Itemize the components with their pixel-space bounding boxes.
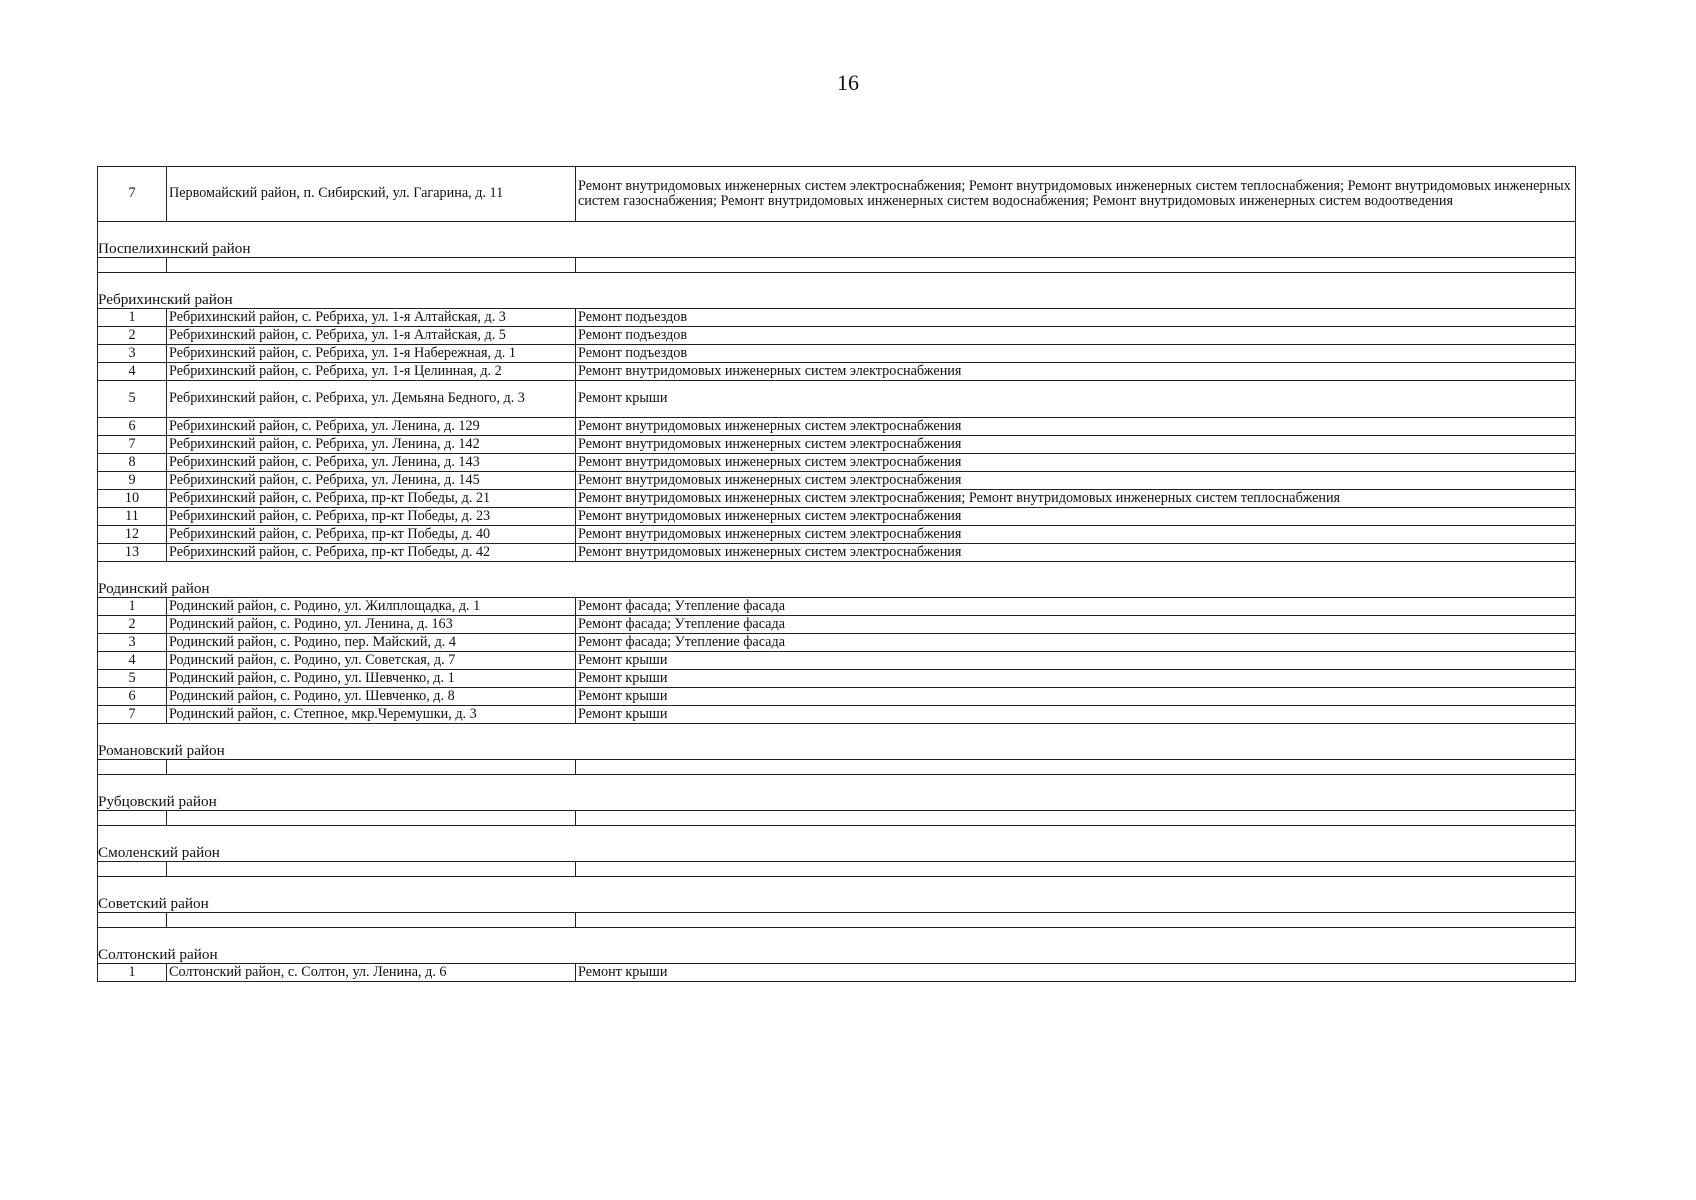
row-work: Ремонт внутридомовых инженерных систем электроснабжения — [576, 526, 1576, 544]
row-work: Ремонт внутридомовых инженерных систем электроснабжения — [576, 436, 1576, 454]
table-row — [98, 381, 1576, 418]
row-work: Ремонт внутридомовых инженерных систем электроснабжения — [576, 363, 1576, 381]
row-address: Родинский район, с. Родино, ул. Ленина, д. 163 — [167, 616, 576, 634]
row-work: Ремонт крыши — [576, 706, 1576, 724]
row-work: Ремонт внутридомовых инженерных систем электроснабжения — [576, 454, 1576, 472]
row-work: Ремонт подъездов — [576, 309, 1576, 327]
row-address: Ребрихинский район, с. Ребриха, ул. 1-я Набережная, д. 1 — [167, 345, 576, 363]
row-address: Родинский район, с. Степное, мкр.Черемушки, д. 3 — [167, 706, 576, 724]
table-row — [98, 688, 1576, 706]
table-row — [98, 598, 1576, 616]
row-number: 9 — [98, 472, 167, 490]
table-row — [98, 706, 1576, 724]
table-row — [98, 472, 1576, 490]
empty-row — [98, 811, 1576, 826]
row-work: Ремонт подъездов — [576, 327, 1576, 345]
district-heading — [98, 741, 1576, 760]
row-address: Родинский район, с. Родино, ул. Шевченко, д. 1 — [167, 670, 576, 688]
row-work: Ремонт фасада; Утепление фасада — [576, 598, 1576, 616]
row-number: 6 — [98, 688, 167, 706]
table-row — [98, 490, 1576, 508]
row-number: 7 — [98, 167, 167, 222]
table-row — [98, 634, 1576, 652]
row-address: Ребрихинский район, с. Ребриха, ул. 1-я Алтайская, д. 3 — [167, 309, 576, 327]
table-row — [98, 670, 1576, 688]
row-work: Ремонт фасада; Утепление фасада — [576, 634, 1576, 652]
page-number: 16 — [837, 70, 859, 95]
district-name: Солтонский район — [98, 945, 1576, 964]
empty-row — [98, 862, 1576, 877]
district-name: Ребрихинский район — [98, 290, 1576, 309]
row-work: Ремонт внутридомовых инженерных систем электроснабжения — [576, 472, 1576, 490]
table-row — [98, 436, 1576, 454]
table-row — [98, 544, 1576, 562]
repair-schedule-table — [97, 166, 1576, 982]
table-row — [98, 363, 1576, 381]
row-work: Ремонт крыши — [576, 964, 1576, 982]
table-row — [98, 964, 1576, 982]
district-name: Рубцовский район — [98, 792, 1576, 811]
row-address: Ребрихинский район, с. Ребриха, ул. Ленина, д. 145 — [167, 472, 576, 490]
row-work: Ремонт внутридомовых инженерных систем электроснабжения — [576, 418, 1576, 436]
row-address: Родинский район, с. Родино, ул. Советская, д. 7 — [167, 652, 576, 670]
row-address: Первомайский район, п. Сибирский, ул. Гагарина, д. 11 — [167, 167, 576, 222]
row-address: Ребрихинский район, с. Ребриха, пр-кт Победы, д. 23 — [167, 508, 576, 526]
district-name: Родинский район — [98, 579, 1576, 598]
row-number: 6 — [98, 418, 167, 436]
table-row — [98, 508, 1576, 526]
district-heading — [98, 290, 1576, 309]
row-number: 3 — [98, 634, 167, 652]
table-row — [98, 652, 1576, 670]
empty-row — [98, 760, 1576, 775]
table-row — [98, 616, 1576, 634]
district-heading — [98, 239, 1576, 258]
table-row — [98, 526, 1576, 544]
row-work: Ремонт крыши — [576, 652, 1576, 670]
empty-row — [98, 258, 1576, 273]
row-address: Ребрихинский район, с. Ребриха, ул. Демьяна Бедного, д. 3 — [167, 381, 576, 418]
table-row — [98, 309, 1576, 327]
row-number: 1 — [98, 598, 167, 616]
row-number: 7 — [98, 706, 167, 724]
row-number: 11 — [98, 508, 167, 526]
row-work: Ремонт фасада; Утепление фасада — [576, 616, 1576, 634]
row-address: Ребрихинский район, с. Ребриха, ул. Ленина, д. 142 — [167, 436, 576, 454]
row-work: Ремонт внутридомовых инженерных систем электроснабжения; Ремонт внутридомовых инженерных систем теплоснабжения; Ремонт внутридомовых инженерных систем газоснабжения; Ремонт внутридомовых инженерных систем водоснабжения; Ремонт внутридомовых инженерных систем водоотведения — [576, 167, 1576, 222]
row-number: 12 — [98, 526, 167, 544]
table-row — [98, 167, 1576, 222]
row-number: 10 — [98, 490, 167, 508]
row-address: Ребрихинский район, с. Ребриха, ул. Ленина, д. 143 — [167, 454, 576, 472]
row-work: Ремонт внутридомовых инженерных систем электроснабжения — [576, 508, 1576, 526]
row-address: Родинский район, с. Родино, пер. Майский, д. 4 — [167, 634, 576, 652]
district-heading — [98, 894, 1576, 913]
row-number: 5 — [98, 670, 167, 688]
row-number: 1 — [98, 964, 167, 982]
district-name: Поспелихинский район — [98, 239, 1576, 258]
table-row — [98, 327, 1576, 345]
row-address: Родинский район, с. Родино, ул. Шевченко, д. 8 — [167, 688, 576, 706]
row-number: 2 — [98, 616, 167, 634]
table-row — [98, 345, 1576, 363]
district-heading — [98, 579, 1576, 598]
row-number: 5 — [98, 381, 167, 418]
district-name: Романовский район — [98, 741, 1576, 760]
row-number: 3 — [98, 345, 167, 363]
row-work: Ремонт внутридомовых инженерных систем электроснабжения; Ремонт внутридомовых инженерных систем теплоснабжения — [576, 490, 1576, 508]
district-name: Смоленский район — [98, 843, 1576, 862]
row-address: Ребрихинский район, с. Ребриха, ул. 1-я Целинная, д. 2 — [167, 363, 576, 381]
row-work: Ремонт крыши — [576, 688, 1576, 706]
row-work: Ремонт подъездов — [576, 345, 1576, 363]
row-address: Ребрихинский район, с. Ребриха, пр-кт Победы, д. 42 — [167, 544, 576, 562]
district-heading — [98, 792, 1576, 811]
district-heading — [98, 843, 1576, 862]
row-address: Родинский район, с. Родино, ул. Жилплощадка, д. 1 — [167, 598, 576, 616]
row-work: Ремонт внутридомовых инженерных систем электроснабжения — [576, 544, 1576, 562]
empty-row — [98, 913, 1576, 928]
row-number: 7 — [98, 436, 167, 454]
row-number: 4 — [98, 652, 167, 670]
row-address: Ребрихинский район, с. Ребриха, пр-кт Победы, д. 40 — [167, 526, 576, 544]
row-number: 8 — [98, 454, 167, 472]
district-name: Советский район — [98, 894, 1576, 913]
district-heading — [98, 945, 1576, 964]
table-row — [98, 454, 1576, 472]
row-work: Ремонт крыши — [576, 381, 1576, 418]
table-row — [98, 418, 1576, 436]
row-address: Ребрихинский район, с. Ребриха, ул. 1-я Алтайская, д. 5 — [167, 327, 576, 345]
row-number: 13 — [98, 544, 167, 562]
row-number: 2 — [98, 327, 167, 345]
row-number: 1 — [98, 309, 167, 327]
row-address: Солтонский район, с. Солтон, ул. Ленина, д. 6 — [167, 964, 576, 982]
row-work: Ремонт крыши — [576, 670, 1576, 688]
row-address: Ребрихинский район, с. Ребриха, ул. Ленина, д. 129 — [167, 418, 576, 436]
row-address: Ребрихинский район, с. Ребриха, пр-кт Победы, д. 21 — [167, 490, 576, 508]
row-number: 4 — [98, 363, 167, 381]
